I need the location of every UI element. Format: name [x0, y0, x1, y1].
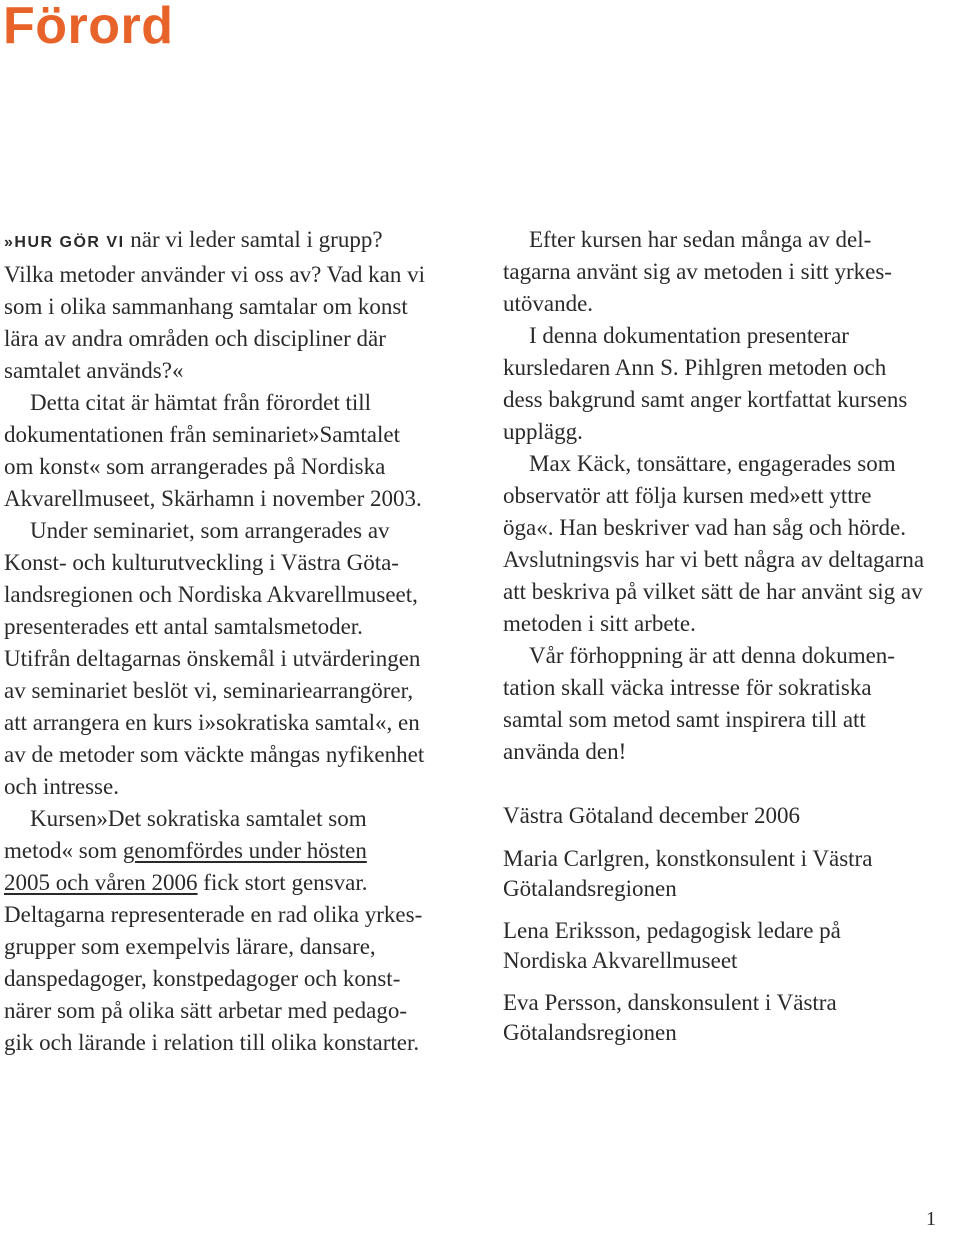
paragraph-after-course: Efter kursen har sedan många av del- tagarna använt sig av metoden i sitt yrkes- utövande.	[503, 227, 892, 316]
underlined-course-period: genomfördes under hösten	[122, 838, 367, 863]
page-title: Förord	[3, 0, 174, 55]
paragraph-hope: Vår förhoppning är att denna dokumen- tation skall väcka intresse för sokratiska samtal som metod samt inspirera till att använda den!	[503, 643, 895, 764]
paragraph-intro-quote: »HUR GÖR VI när vi leder samtal i grupp? Vilka metoder använder vi oss av? Vad kan vi som i olika sammanhang samtalar om konst lära av andra områden och discipliner där samtalet används?«	[4, 227, 426, 383]
paragraph-quote-source: Detta citat är hämtat från förordet till dokumentationen från seminariet»Samtalet om konst« som arrangerades på Nordiska Akvarellmuseet, Skärhamn i november 2003.	[4, 390, 422, 511]
left-column	[4, 224, 466, 1059]
page-number: 1	[926, 1208, 936, 1230]
paragraph-course: Kursen»Det sokratiska samtalet som metod« som genomfördes under hösten 2005 och våren 2006 fick stort gensvar. Deltagarna representerade en rad olika yrkes- grupper som exempelvis lärare, dansare, danspedagoger, konstpedagoger och konst- närer som på olika sätt arbetar med pedago- gik och lärande i relation till olika konstarter.	[4, 806, 423, 1055]
paragraph-documentation: I denna dokumentation presenterar kursledaren Ann S. Pihlgren metoden och dess bakgrund samt anger kortfattat kursens upplägg.	[503, 323, 908, 444]
signature: Maria Carlgren, konstkonsulent i Västra Götalandsregionen	[503, 846, 873, 901]
signature: Lena Eriksson, pedagogisk ledare på Nordiska Akvarellmuseet	[503, 918, 841, 973]
signature: Eva Persson, danskonsulent i Västra Götalandsregionen	[503, 990, 837, 1045]
paragraph-observer: Max Käck, tonsättare, engagerades som observatör att följa kursen med»ett yttre öga«. Han beskriver vad han såg och hörde. Avslutningsvis har vi bett några av deltagarna att beskriva på vilket sätt de har använt sig av metoden i sitt arbete.	[503, 451, 925, 636]
right-column	[503, 224, 960, 1048]
lead-in: »HUR GÖR VI	[4, 234, 125, 251]
underlined-course-years: 2005 och våren 2006	[4, 870, 198, 895]
paragraph-seminar: Under seminariet, som arrangerades av Konst- och kulturutveckling i Västra Göta- landsregionen och Nordiska Akvarellmuseet, presenterades ett antal samtalsmetoder. Utifrån deltagarnas önskemål i utvärderingen av seminariet beslöt vi, seminariearrangörer, att arrangera en kurs i»sokratiska samtal«, en av de metoder som väckte mångas nyfikenhet och intresse.	[4, 518, 425, 799]
dateline: Västra Götaland december 2006	[503, 803, 800, 828]
